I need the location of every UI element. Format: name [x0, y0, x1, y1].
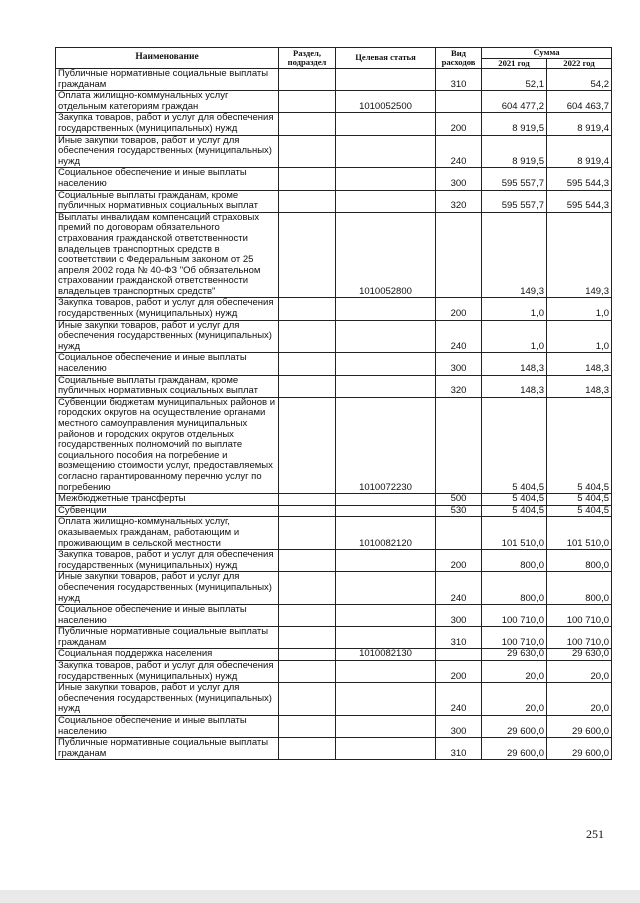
cell-name: Социальное обеспечение и иные выплаты населению: [56, 353, 279, 375]
header-year-2022: 2022 год: [547, 58, 612, 69]
cell-section: [279, 683, 336, 716]
cell-section: [279, 353, 336, 375]
table-row: [56, 375, 612, 397]
cell-kind: 200: [436, 113, 482, 135]
cell-kind: 240: [436, 135, 482, 168]
table-row: [56, 353, 612, 375]
cell-2022: 148,3: [547, 375, 612, 397]
cell-2021: 100 710,0: [482, 627, 547, 649]
cell-name: Социальное обеспечение и иные выплаты населению: [56, 716, 279, 738]
cell-section: [279, 649, 336, 661]
cell-2022: 8 919,4: [547, 113, 612, 135]
table-row: [56, 168, 612, 190]
cell-name: Публичные нормативные социальные выплаты гражданам: [56, 627, 279, 649]
cell-section: [279, 190, 336, 212]
cell-target: [336, 627, 436, 649]
cell-section: [279, 572, 336, 605]
table-row: [56, 517, 612, 550]
cell-target: [336, 683, 436, 716]
table-row: [56, 320, 612, 353]
table-row: [56, 716, 612, 738]
cell-name: Социальное обеспечение и иные выплаты населению: [56, 168, 279, 190]
cell-name: Иные закупки товаров, работ и услуг для обеспечения государственных (муниципальных) нужд: [56, 683, 279, 716]
cell-2022: 100 710,0: [547, 605, 612, 627]
cell-target: [336, 605, 436, 627]
cell-section: [279, 91, 336, 113]
cell-2022: 100 710,0: [547, 627, 612, 649]
cell-2021: 149,3: [482, 212, 547, 298]
table-row: [56, 661, 612, 683]
header-name: Наименование: [56, 48, 279, 69]
cell-kind: 310: [436, 627, 482, 649]
cell-name: Публичные нормативные социальные выплаты гражданам: [56, 738, 279, 760]
cell-2022: 1,0: [547, 298, 612, 320]
table-header: [56, 48, 612, 69]
cell-kind: 200: [436, 298, 482, 320]
scan-edge-band: [0, 890, 640, 903]
table-row: [56, 91, 612, 113]
cell-2022: 148,3: [547, 353, 612, 375]
cell-section: [279, 505, 336, 517]
cell-2022: 29 600,0: [547, 738, 612, 760]
cell-2021: 8 919,5: [482, 135, 547, 168]
cell-kind: 530: [436, 505, 482, 517]
cell-section: [279, 298, 336, 320]
cell-2021: 20,0: [482, 683, 547, 716]
cell-target: 1010072230: [336, 397, 436, 493]
cell-2021: 800,0: [482, 572, 547, 605]
cell-2021: 101 510,0: [482, 517, 547, 550]
table-row: [56, 135, 612, 168]
cell-2022: 595 544,3: [547, 190, 612, 212]
cell-2021: 604 477,2: [482, 91, 547, 113]
table-row: [56, 550, 612, 572]
cell-section: [279, 494, 336, 506]
cell-section: [279, 627, 336, 649]
cell-section: [279, 738, 336, 760]
cell-name: Социальная поддержка населения: [56, 649, 279, 661]
cell-target: [336, 375, 436, 397]
cell-target: 1010052500: [336, 91, 436, 113]
cell-2021: 29 630,0: [482, 649, 547, 661]
cell-kind: 300: [436, 168, 482, 190]
table-row: [56, 605, 612, 627]
table-body: [56, 69, 612, 760]
cell-target: [336, 135, 436, 168]
cell-section: [279, 113, 336, 135]
cell-kind: 320: [436, 375, 482, 397]
cell-2021: 148,3: [482, 375, 547, 397]
cell-section: [279, 320, 336, 353]
cell-target: [336, 69, 436, 91]
cell-section: [279, 375, 336, 397]
header-year-2021: 2021 год: [482, 58, 547, 69]
cell-2022: 8 919,4: [547, 135, 612, 168]
cell-kind: 310: [436, 69, 482, 91]
cell-name: Иные закупки товаров, работ и услуг для обеспечения государственных (муниципальных) нужд: [56, 572, 279, 605]
cell-target: [336, 572, 436, 605]
cell-kind: [436, 517, 482, 550]
cell-name: Закупка товаров, работ и услуг для обеспечения государственных (муниципальных) нужд: [56, 661, 279, 683]
cell-target: 1010082130: [336, 649, 436, 661]
cell-2021: 595 557,7: [482, 168, 547, 190]
table-row: [56, 683, 612, 716]
cell-2022: 29 630,0: [547, 649, 612, 661]
cell-target: [336, 494, 436, 506]
cell-kind: [436, 212, 482, 298]
cell-2021: 8 919,5: [482, 113, 547, 135]
cell-2021: 52,1: [482, 69, 547, 91]
cell-name: Иные закупки товаров, работ и услуг для обеспечения государственных (муниципальных) нужд: [56, 135, 279, 168]
header-section: Раздел, подраздел: [279, 48, 336, 69]
cell-kind: 300: [436, 605, 482, 627]
cell-2022: 1,0: [547, 320, 612, 353]
cell-2021: 5 404,5: [482, 494, 547, 506]
cell-2021: 20,0: [482, 661, 547, 683]
cell-section: [279, 397, 336, 493]
cell-2022: 5 404,5: [547, 397, 612, 493]
table-row: [56, 505, 612, 517]
cell-2021: 5 404,5: [482, 505, 547, 517]
cell-target: 1010082120: [336, 517, 436, 550]
cell-target: [336, 505, 436, 517]
cell-target: [336, 190, 436, 212]
table-row: [56, 212, 612, 298]
cell-kind: [436, 91, 482, 113]
cell-kind: 240: [436, 320, 482, 353]
cell-name: Субвенции бюджетам муниципальных районов и городских округов на осуществление органами местного самоуправления муниципальных районов и городских округов отдельных государственных полномочий по выплате социального пособия на погребение и возмещению стоимости услуг, предоставляемых согласно гарантированному перечню услуг по погребению: [56, 397, 279, 493]
cell-target: [336, 320, 436, 353]
table-row: [56, 298, 612, 320]
cell-2022: 54,2: [547, 69, 612, 91]
cell-target: 1010052800: [336, 212, 436, 298]
cell-name: Социальные выплаты гражданам, кроме публичных нормативных социальных выплат: [56, 375, 279, 397]
header-target: Целевая статья: [336, 48, 436, 69]
cell-kind: 300: [436, 716, 482, 738]
cell-section: [279, 716, 336, 738]
cell-name: Публичные нормативные социальные выплаты гражданам: [56, 69, 279, 91]
table-row: [56, 494, 612, 506]
cell-section: [279, 135, 336, 168]
cell-name: Социальные выплаты гражданам, кроме публичных нормативных социальных выплат: [56, 190, 279, 212]
cell-target: [336, 298, 436, 320]
cell-2022: 20,0: [547, 683, 612, 716]
cell-name: Выплаты инвалидам компенсаций страховых премий по договорам обязательного страхования гражданской ответственности владельцев транспортных средств в соответствии с Федеральным законом от 25 апреля 2002 года № 40-ФЗ "Об обязательном страховании гражданской ответственности владельцев транспортных средств": [56, 212, 279, 298]
cell-2021: 148,3: [482, 353, 547, 375]
table-row: [56, 397, 612, 493]
cell-section: [279, 168, 336, 190]
cell-2021: 5 404,5: [482, 397, 547, 493]
cell-2022: 101 510,0: [547, 517, 612, 550]
cell-section: [279, 212, 336, 298]
table-row: [56, 738, 612, 760]
header-sum: Сумма: [482, 48, 612, 59]
cell-name: Субвенции: [56, 505, 279, 517]
cell-name: Межбюджетные трансферты: [56, 494, 279, 506]
cell-2021: 1,0: [482, 320, 547, 353]
cell-2022: 595 544,3: [547, 168, 612, 190]
header-kind: Вид расходов: [436, 48, 482, 69]
cell-name: Иные закупки товаров, работ и услуг для обеспечения государственных (муниципальных) нужд: [56, 320, 279, 353]
budget-table: [55, 47, 612, 760]
cell-kind: 500: [436, 494, 482, 506]
cell-name: Закупка товаров, работ и услуг для обеспечения государственных (муниципальных) нужд: [56, 113, 279, 135]
cell-section: [279, 517, 336, 550]
cell-kind: 310: [436, 738, 482, 760]
cell-2021: 595 557,7: [482, 190, 547, 212]
cell-section: [279, 69, 336, 91]
cell-target: [336, 550, 436, 572]
cell-2022: 604 463,7: [547, 91, 612, 113]
cell-section: [279, 605, 336, 627]
cell-target: [336, 113, 436, 135]
cell-2022: 20,0: [547, 661, 612, 683]
cell-kind: 200: [436, 550, 482, 572]
cell-2022: 800,0: [547, 572, 612, 605]
cell-kind: [436, 397, 482, 493]
cell-kind: 240: [436, 572, 482, 605]
cell-kind: 320: [436, 190, 482, 212]
cell-section: [279, 550, 336, 572]
cell-name: Социальное обеспечение и иные выплаты населению: [56, 605, 279, 627]
table-row: [56, 572, 612, 605]
cell-name: Оплата жилищно-коммунальных услуг отдельным категориям граждан: [56, 91, 279, 113]
cell-name: Оплата жилищно-коммунальных услуг, оказываемых гражданам, работающим и проживающим в сельской местности: [56, 517, 279, 550]
cell-2021: 800,0: [482, 550, 547, 572]
cell-kind: 300: [436, 353, 482, 375]
cell-name: Закупка товаров, работ и услуг для обеспечения государственных (муниципальных) нужд: [56, 550, 279, 572]
cell-kind: 200: [436, 661, 482, 683]
cell-target: [336, 716, 436, 738]
table-row: [56, 113, 612, 135]
cell-target: [336, 168, 436, 190]
cell-2021: 29 600,0: [482, 716, 547, 738]
page-number: 251: [586, 827, 604, 841]
cell-2022: 800,0: [547, 550, 612, 572]
cell-kind: 240: [436, 683, 482, 716]
cell-2022: 29 600,0: [547, 716, 612, 738]
cell-2021: 29 600,0: [482, 738, 547, 760]
cell-2022: 5 404,5: [547, 494, 612, 506]
cell-target: [336, 353, 436, 375]
table-row: [56, 627, 612, 649]
cell-name: Закупка товаров, работ и услуг для обеспечения государственных (муниципальных) нужд: [56, 298, 279, 320]
cell-kind: [436, 649, 482, 661]
cell-2022: 5 404,5: [547, 505, 612, 517]
table-row: [56, 649, 612, 661]
table-row: [56, 69, 612, 91]
table-row: [56, 190, 612, 212]
cell-2021: 100 710,0: [482, 605, 547, 627]
cell-2021: 1,0: [482, 298, 547, 320]
cell-2022: 149,3: [547, 212, 612, 298]
cell-target: [336, 661, 436, 683]
cell-target: [336, 738, 436, 760]
cell-section: [279, 661, 336, 683]
